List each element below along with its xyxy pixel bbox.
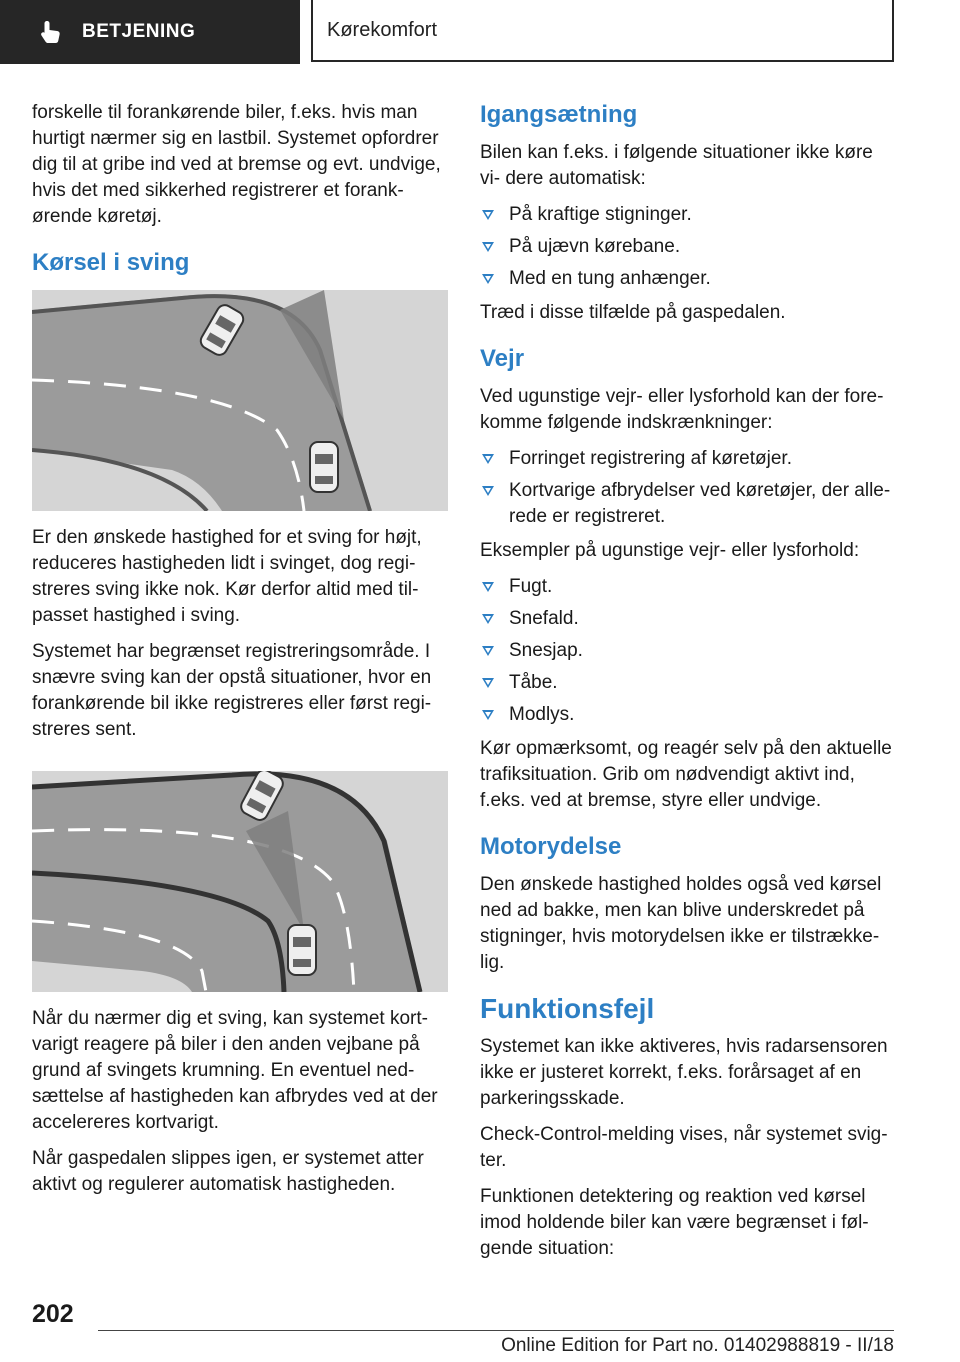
heading-malfunction: Funktionsfejl [480,993,655,1024]
section-tab[interactable] [0,0,300,64]
paragraph-weather-3: Kør opmærksomt, og reagér selv på den aktuelle trafiksituation. Grib om nødvendigt aktivt ind, f.eks. ved at bremse, styre eller undvige. [480,738,892,811]
heading-curve-driving: Kørsel i sving [32,249,190,276]
paragraph-weather: Ved ugunstige vejr- eller lysforhold kan der fore‐ komme følgende indskrænkninger: [480,386,884,433]
bullet-triangle-icon [482,614,494,624]
example-list [480,574,896,728]
paragraph-curve-2: Systemet har begrænset registreringsområde. I snævre sving kan der opstå situationer, hvor en forankørende bil ikke registreres eller først regi‐ streres sent. [32,641,432,740]
paragraph-weather-2: Eksempler på ugunstige vejr- eller lysforhold: [480,540,860,561]
bullet-triangle-icon [482,242,494,252]
heading-start: Igangsætning [480,101,638,128]
list-item: Modlys. [480,702,896,728]
list-item: Fugt. [480,574,896,600]
paragraph-engine: Den ønskede hastighed holdes også ved kørsel ned ad bakke, men kan blive underskredet på stigninger, hvis motorydelsen ikke er tilstrække‐ lig. [480,874,882,973]
hand-pointer-icon [38,19,64,45]
start-list [480,202,896,292]
chapter-title: Kørekomfort [327,18,438,41]
bullet-triangle-icon [482,486,494,496]
paragraph-start-2: Træd i disse tilfælde på gaspedalen. [480,302,786,323]
bullet-triangle-icon [482,210,494,220]
paragraph-curve-3: Når du nærmer dig et sving, kan systemet kort‐ varigt reagere på biler i den anden vejbane på grund af svingets krumning. En eventuel ned‐ sættelse af hastigheden kan afbrydes ved at der accelereres kortvarigt. [32,1008,438,1133]
bullet-triangle-icon [482,454,494,464]
curve-illustration-1 [32,290,448,511]
curve-illustration-2 [32,771,448,992]
paragraph-curve-1: Er den ønskede hastighed for et sving for højt, reduceres hastigheden lidt i svinget, dog regi‐ streres sving ikke nok. Kør derfor altid med til‐ passet hastighed i sving. [32,527,422,626]
paragraph-curve-4: Når gaspedalen slippes igen, er systemet atter aktivt og regulerer automatisk hastigheden. [32,1148,424,1195]
list-item: På ujævn kørebane. [480,234,896,260]
right-column [480,100,896,1272]
paragraph-malfunction-3: Funktionen detektering og reaktion ved kørsel imod holdende biler kan være begrænset i føl‐ gende situation: [480,1186,869,1259]
bullet-triangle-icon [482,710,494,720]
bullet-triangle-icon [482,274,494,284]
footer-divider [98,1330,894,1331]
footer-edition[interactable]: Online Edition for Part no. 01402988819 - II/18 [501,1335,894,1356]
heading-weather: Vejr [480,345,525,372]
list-item: Snefald. [480,606,896,632]
left-column [32,100,448,1208]
paragraph-malfunction-2: Check-Control-melding vises, når systemet svig‐ ter. [480,1124,888,1171]
bullet-triangle-icon [482,678,494,688]
page-header [0,0,960,66]
paragraph-malfunction-1: Systemet kan ikke aktiveres, hvis radarsensoren ikke er justeret korrekt, f.eks. forårsaget af en parkeringsskade. [480,1036,888,1109]
list-item: Snesjap. [480,638,896,664]
chapter-tab[interactable] [311,0,894,62]
weather-list [480,446,896,530]
page-number: 202 [32,1300,74,1328]
paragraph-intro: forskelle til forankørende biler, f.eks. hvis man hurtigt nærmer sig en lastbil. Systemet opfordrer dig til at gribe ind ved at bremse og evt. undvige, hvis det med sikkerhed registrerer et forank‐ ørende køretøj. [32,102,441,227]
list-item: Forringet registrering af køretøjer. [480,446,896,472]
list-item: På kraftige stigninger. [480,202,896,228]
bullet-triangle-icon [482,582,494,592]
list-item: Med en tung anhænger. [480,266,896,292]
heading-engine-power: Motorydelse [480,833,622,860]
bullet-triangle-icon [482,646,494,656]
list-item: Kortvarige afbrydelser ved køretøjer, der alle‐ rede er registreret. [480,478,896,530]
paragraph-start: Bilen kan f.eks. i følgende situationer ikke køre vi‐ dere automatisk: [480,142,873,189]
list-item: Tåbe. [480,670,896,696]
section-title: BETJENING [82,21,196,42]
